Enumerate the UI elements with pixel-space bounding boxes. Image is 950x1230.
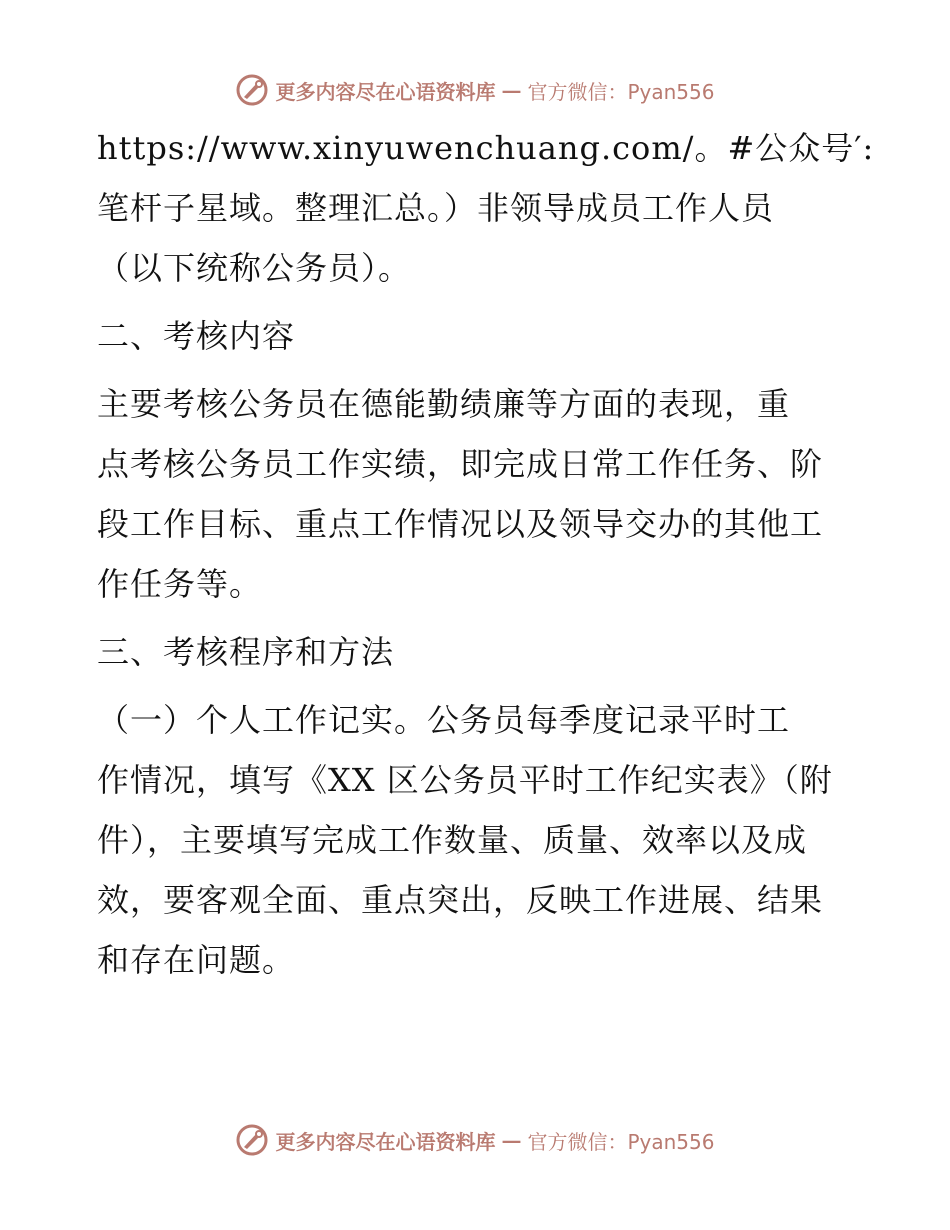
text-line: 主要考核公务员在德能勤绩廉等方面的表现，重 <box>97 385 791 423</box>
header-dash: — <box>501 78 522 102</box>
footer-wechat: 官方微信：Pyan556 <box>527 1129 715 1154</box>
paragraph <box>97 690 867 990</box>
text-line: （一）个人工作记实。公务员每季度记录平时工 <box>97 701 791 739</box>
paragraph <box>97 374 867 614</box>
text-line: 作情况，填写《XX 区公务员平时工作纪实表》（附 <box>97 761 833 799</box>
text-line: 点考核公务员工作实绩，即完成日常工作任务、阶 <box>97 445 824 483</box>
text-line: 和存在问题。 <box>97 941 296 979</box>
footer-dash: — <box>501 1128 522 1152</box>
text-line: 作任务等。 <box>97 565 263 603</box>
text-line: 笔杆子星域。整理汇总。）非领导成员工作人员 <box>97 189 775 227</box>
footer-banner <box>0 1118 950 1162</box>
header-banner <box>0 68 950 112</box>
quill-logo-icon <box>235 73 269 107</box>
header-wechat: 官方微信：Pyan556 <box>527 79 715 104</box>
section-heading <box>97 622 867 682</box>
section-heading <box>97 306 867 366</box>
text-line: 效，要客观全面、重点突出，反映工作进展、结果 <box>97 881 824 919</box>
footer-slogan: 更多内容尽在心语资料库 <box>275 1129 496 1154</box>
header-slogan: 更多内容尽在心语资料库 <box>275 79 496 104</box>
document-body <box>97 118 875 990</box>
quill-logo-icon <box>235 1123 269 1157</box>
text-line: https://www.xinyuwenchuang.com/。#公众号′: <box>97 129 875 167</box>
text-line: （以下统称公务员）。 <box>97 249 412 287</box>
heading-text: 二、考核内容 <box>97 317 296 355</box>
text-line: 段工作目标、重点工作情况以及领导交办的其他工 <box>97 505 824 543</box>
heading-text: 三、考核程序和方法 <box>97 633 395 671</box>
text-line: 件），主要填写完成工作数量、质量、效率以及成 <box>97 821 808 859</box>
paragraph <box>97 118 875 298</box>
